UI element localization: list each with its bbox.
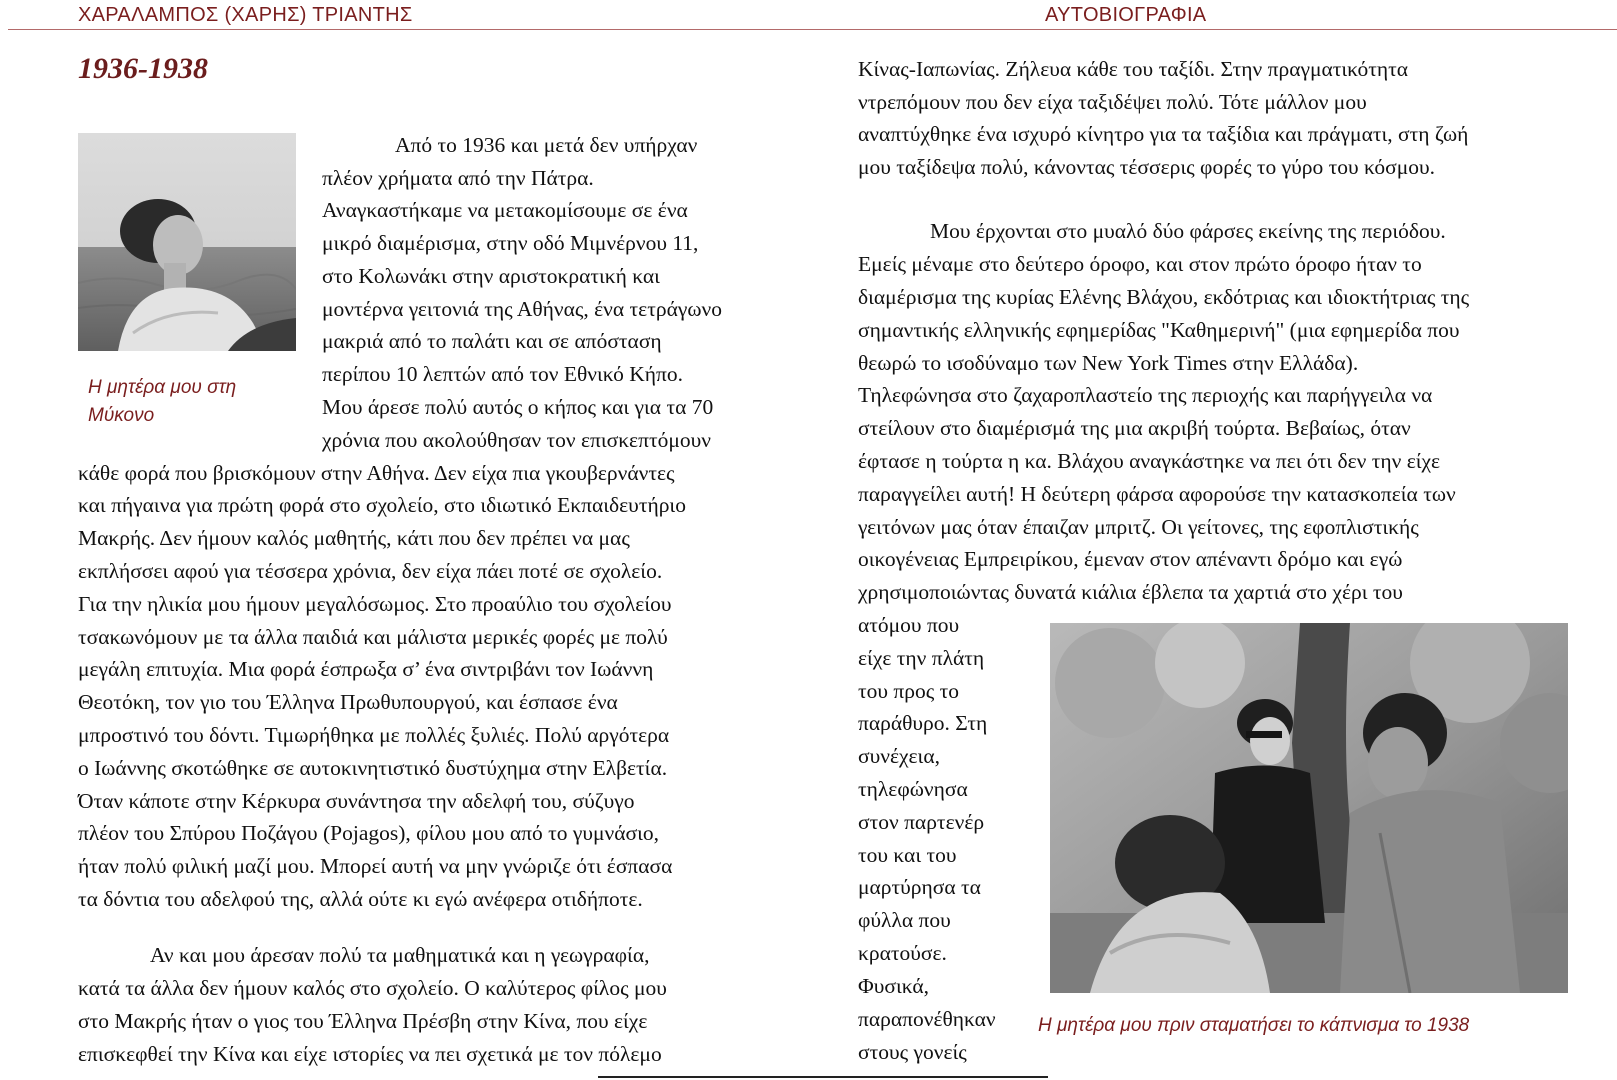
text-line: ήταν πολύ φιλική μαζί μου. Μπορεί αυτή να μην γνώριζε ότι έσπασα [78,854,673,878]
text-line: παραγγείλει αυτή! Η δεύτερη φάρσα αφορούσε την κατασκοπεία των [858,482,1456,506]
text-line: χρόνια που ακολούθησαν τον επισκεπτόμουν [322,428,711,452]
text-line: Φυσικά, [858,974,930,998]
text-line: στο Κολωνάκι στην αριστοκρατική και [322,264,660,288]
text-line: και πήγαινα για πρώτη φορά στο σχολείο, στο ιδιωτικό Εκπαιδευτήριο [78,493,686,517]
text-line: γειτόνων μας όταν έπαιζαν μπριτζ. Οι γείτονες, της εφοπλιστικής [858,515,1419,539]
photo-mother-mykonos-image [78,133,296,351]
section-title: 1936-1938 [78,52,208,85]
header-title: ΑΥΤΟΒΙΟΓΡΑΦΙΑ [1045,4,1207,26]
text-line: έφτασε η τούρτα η κα. Βλάχου αναγκάστηκε να πει ότι δεν την είχε [858,449,1441,473]
text-line: Αναγκαστήκαμε να μετακομίσουμε σε ένα [322,198,688,222]
text-line: διαμέρισμα της κυρίας Ελένης Βλάχου, εκδότριας και ιδιοκτήτριας της [858,285,1470,309]
text-line: είχε την πλάτη [858,646,985,670]
text-line: μικρό διαμέρισμα, στην οδό Μιμνέρνου 11, [322,231,699,255]
text-line: επισκεφθεί την Κίνα και είχε ιστορίες να πει σχετικά με τον πόλεμο [78,1042,662,1066]
text-line: Θεοτόκη, τον γιο του Έλληνα Πρωθυπουργού, και έσπασε ένα [78,690,618,714]
text-line: Τηλεφώνησα στο ζαχαροπλαστείο της περιοχής και παρήγγειλα να [858,383,1433,407]
text-line: μπροστινό του δόντι. Τιμωρήθηκα με πολλές ξυλιές. Πολύ αργότερα [78,723,670,747]
text-line: μεγάλη επιτυχία. Μια φορά έσπρωξα σ’ ένα σιντριβάνι τον Ιωάννη [78,657,654,681]
text-line: μοντέρνα γειτονιά της Αθήνας, ένα τετράγωνο [322,297,722,321]
text-line: θεωρώ το ισοδύναμο των New York Times στην Ελλάδα). [858,351,1359,375]
text-line: σημαντικής ελληνικής εφημερίδας "Καθημερινή" (μια εφημερίδα που [858,318,1460,342]
text-line: Εμείς μέναμε στο δεύτερο όροφο, και στον πρώτο όροφο ήταν το [858,252,1422,276]
text-line: στους γονείς [858,1040,967,1064]
caption-mother-mykonos-line1: Η μητέρα μου στη [88,377,237,398]
text-line: χρησιμοποιώντας δυνατά κιάλια έβλεπα τα χαρτιά στο χέρι του [858,580,1403,604]
text-line: μακριά από το παλάτι και σε απόσταση [322,329,662,353]
text-line: μαρτύρησα τα [858,875,981,899]
text-line: πλέον του Σπύρου Ποζάγου (Pojagos), φίλου μου από το γυμνάσιο, [78,821,660,845]
text-line: Μου άρεσε πολύ αυτός ο κήπος και για τα 70 [322,395,714,419]
text-line: οικογένειας Εμπρειρίκου, έμεναν στον απέναντι δρόμο και εγώ [858,547,1403,571]
text-line: τσακωνόμουν με τα άλλα παιδιά και μάλιστα μερικές φορές με πολύ [78,625,668,649]
text-line: ο Ιωάννης σκοτώθηκε σε αυτοκινητιστικό δυστύχημα στην Ελβετία. [78,756,668,780]
text-line: Αν και μου άρεσαν πολύ τα μαθηματικά και η γεωγραφία, [150,943,650,967]
text-line: Όταν κάποτε στην Κέρκυρα συνάντησα την αδελφή του, σύζυγο [78,789,635,813]
header-author: ΧΑΡΑΛΑΜΠΟΣ (ΧΑΡΗΣ) ΤΡΙΑΝΤΗΣ [78,4,413,26]
text-line: παράθυρο. Στη [858,711,988,735]
header-divider [8,29,1617,30]
bottom-divider [598,1076,1048,1078]
text-line: κατά τα άλλα δεν ήμουν καλός στο σχολείο. Ο καλύτερος φίλος μου [78,976,667,1000]
text-line: κάθε φορά που βρισκόμουν στην Αθήνα. Δεν είχα πια γκουβερνάντες [78,461,675,485]
text-line: κρατούσε. [858,941,947,965]
text-line: μου ταξίδεψα πολύ, κάνοντας τέσσερις φορές το γύρο του κόσμου. [858,155,1436,179]
caption-mother-1938: Η μητέρα μου πριν σταματήσει το κάπνισμα το 1938 [1038,1015,1470,1036]
text-line: εκπλήσσει αφού για τέσσερα χρόνια, δεν είχα πάει ποτέ σε σχολείο. [78,559,663,583]
text-line: πλέον χρήματα από την Πάτρα. [322,166,594,190]
text-line: Από το 1936 και μετά δεν υπήρχαν [395,133,698,157]
text-line: Μου έρχονται στο μυαλό δύο φάρσες εκείνης της περιόδου. [930,219,1446,243]
text-line: του και του [858,843,957,867]
photo-mother-mykonos [78,133,296,351]
text-line: στείλουν στο διαμέρισμά της μια ακριβή τούρτα. Βεβαίως, όταν [858,416,1411,440]
text-line: ντρεπόμουν που δεν είχα ταξιδέψει πολύ. Τότε μάλλον μου [858,90,1367,114]
text-line: φύλλα που [858,908,951,932]
text-line: Μακρής. Δεν ήμουν καλός μαθητής, κάτι που δεν πρέπει να μας [78,526,630,550]
text-line: παραπονέθηκαν [858,1007,996,1031]
text-line: Κίνας-Ιαπωνίας. Ζήλευα κάθε του ταξίδι. Στην πραγματικότητα [858,57,1409,81]
text-line: στο Μακρής ήταν ο γιος του Έλληνα Πρέσβη στην Κίνα, που είχε [78,1009,648,1033]
text-line: αναπτύχθηκε ένα ισχυρό κίνητρο για τα ταξίδια και πράγματι, στη ζωή [858,122,1469,146]
text-line: τηλεφώνησα [858,777,968,801]
text-line: ατόμου που [858,613,960,637]
text-line: περίπου 10 λεπτών από τον Εθνικό Κήπο. [322,362,683,386]
text-line: Για την ηλικία μου ήμουν μεγαλόσωμος. Στο προαύλιο του σχολείου [78,592,672,616]
photo-mother-1938 [1050,623,1568,993]
text-line: συνέχεια, [858,744,940,768]
page-header [0,0,1617,30]
text-line: του προς το [858,679,960,703]
text-line: τα δόντια του αδελφού της, αλλά ούτε κι εγώ ανέφερα οτιδήποτε. [78,887,643,911]
photo-mother-1938-image [1050,623,1568,993]
text-line: στον παρτενέρ [858,810,985,834]
caption-mother-mykonos-line2: Μύκονο [88,405,155,426]
